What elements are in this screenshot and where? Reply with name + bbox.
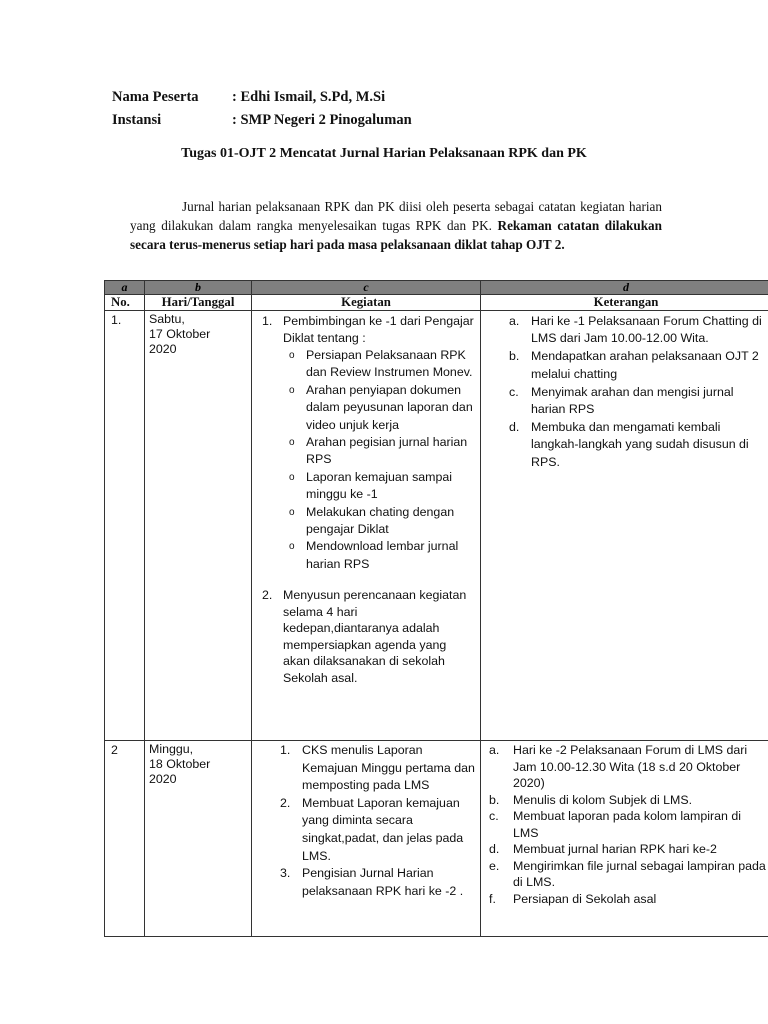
row-day-cell [145, 741, 252, 937]
note-item: a. Hari ke -2 Pelaksanaan Forum di LMS dari Jam 10.00-12.30 Wita (18 s.d 20 Oktober 2020) [489, 743, 748, 790]
table-row [105, 311, 768, 741]
list-item: 3. Pengisian Jurnal Harian pelaksanaan RPK hari ke -2 . [280, 866, 464, 898]
row-year: 2020 [149, 772, 177, 786]
circle-bullet-icon: o [289, 350, 295, 361]
table-row [105, 741, 768, 937]
row-date: 17 Oktober [149, 327, 211, 341]
list-item: 2. Membuat Laporan kemajuan yang diminta secara singkat,padat, dan jelas pada LMS. [280, 795, 464, 863]
activity-text: Pembimbingan ke -1 dari Pengajar Diklat tentang : [283, 314, 474, 345]
intro-paragraph [130, 197, 662, 254]
column-header-row [105, 295, 768, 311]
list-item: 2. Menyusun perencanaan kegiatan selama 4 hari kedepan,diantaranya adalah mempersiapkan agenda yang akan dilaksanakan di sekolah Sekolah asal. [262, 587, 476, 686]
note-item: c. Menyimak arahan dan mengisi jurnal harian RPS [509, 384, 734, 417]
list-item: 1. CKS menulis Laporan Kemajuan Minggu pertama dan memposting pada LMS [280, 743, 475, 793]
name-value: : Edhi Ismail, S.Pd, M.Si [232, 89, 386, 105]
note-item: d. Membuat jurnal harian RPK hari ke-2 [489, 842, 717, 856]
circle-bullet-icon: o [289, 471, 295, 483]
note-item: b. Mendapatkan arahan pelaksanaan OJT 2 melalui chatting [509, 349, 759, 381]
circle-bullet-icon: o [289, 384, 295, 396]
participant-name-row [112, 86, 412, 109]
column-letter: a [105, 281, 145, 295]
sub-list-item: o Laporan kemajuan sampai minggu ke -1 [283, 469, 476, 504]
document-title: Tugas 01-OJT 2 Mencatat Jurnal Harian Pelaksanaan RPK dan PK [181, 146, 587, 161]
institution-row [112, 109, 412, 132]
journal-table [104, 280, 768, 937]
column-letter-row [105, 281, 768, 295]
circle-bullet-icon: o [289, 437, 295, 449]
participant-header [112, 86, 412, 132]
row-day-cell [145, 311, 252, 741]
note-item: a. Hari ke -1 Pelaksanaan Forum Chatting di LMS dari Jam 10.00-12.00 Wita. [509, 314, 762, 346]
row-number: 2 [105, 741, 145, 937]
institution-label: Instansi [112, 112, 162, 128]
note-item: b. Menulis di kolom Subjek di LMS. [489, 792, 693, 807]
note-item: e. Mengirimkan file jurnal sebagai lampiran pada di LMS. [489, 858, 766, 889]
intro-normal-text: Jurnal harian pelaksanaan RPK dan PK diisi oleh peserta sebagai catatan kegiatan harian yang dilakukan dalam rangka menyelesaikan tugas RPK dan PK. [130, 199, 662, 233]
column-letter: c [252, 281, 481, 295]
row-year: 2020 [149, 342, 177, 356]
column-letter: d [481, 281, 768, 295]
intro-bold-text: Rekaman catatan dilakukan secara terus-menerus setiap hari pada masa pelaksanaan diklat tahap OJT 2. [130, 218, 662, 252]
column-letter: b [145, 281, 252, 295]
note-item: f. Persiapan di Sekolah asal [489, 891, 657, 906]
row-date: 18 Oktober [149, 757, 211, 771]
header-activity: Kegiatan [252, 295, 481, 311]
sub-list-item: o Mendownload lembar jurnal harian RPS [283, 538, 476, 573]
row-number: 1. [105, 311, 145, 741]
sub-list-item: o Arahan penyiapan dokumen dalam peyusunan laporan dan video unjuk kerja [283, 382, 476, 434]
sub-list-item: o Arahan pegisian jurnal harian RPS [283, 434, 476, 469]
list-item: 1. Pembimbingan ke -1 dari Pengajar Diklat tentang : o Persiapan Pelaksanaan RPK dan Review Instrumen Monev. o Arahan penyiapan dokumen dalam peyusunan laporan dan video unjuk kerja o Arahan pegisian jurnal harian RPS o Laporan kemajuan sampai minggu ke -1 o Melakukan chating dengan pengajar Diklat o Mendownload lembar jurnal harian RPS [262, 313, 476, 587]
notes-cell [481, 311, 768, 741]
circle-bullet-icon: o [289, 541, 295, 553]
name-label: Nama Peserta [112, 89, 199, 105]
note-item: c. Membuat laporan pada kolom lampiran di LMS [489, 809, 741, 840]
activity-cell [252, 741, 481, 937]
row-day: Minggu, [149, 742, 194, 756]
sub-list-item: o Melakukan chating dengan pengajar Diklat [283, 504, 476, 539]
activity-text: Menyusun perencanaan kegiatan selama 4 hari kedepan,diantaranya adalah mempersiapkan agenda yang akan dilaksanakan di sekolah Sekolah asal. [283, 588, 467, 685]
institution-value: : SMP Negeri 2 Pinogaluman [232, 112, 412, 128]
circle-bullet-icon: o [289, 506, 295, 518]
header-day: Hari/Tanggal [145, 295, 252, 311]
note-item: d. Membuka dan mengamati kembali langkah-langkah yang sudah disusun di RPS. [509, 420, 749, 469]
notes-cell [481, 741, 768, 937]
activity-cell [252, 311, 481, 741]
header-no: No. [105, 295, 145, 311]
row-day: Sabtu, [149, 312, 185, 326]
header-notes: Keterangan [481, 295, 768, 311]
sub-list-item: o Persiapan Pelaksanaan RPK dan Review Instrumen Monev. [283, 347, 476, 382]
